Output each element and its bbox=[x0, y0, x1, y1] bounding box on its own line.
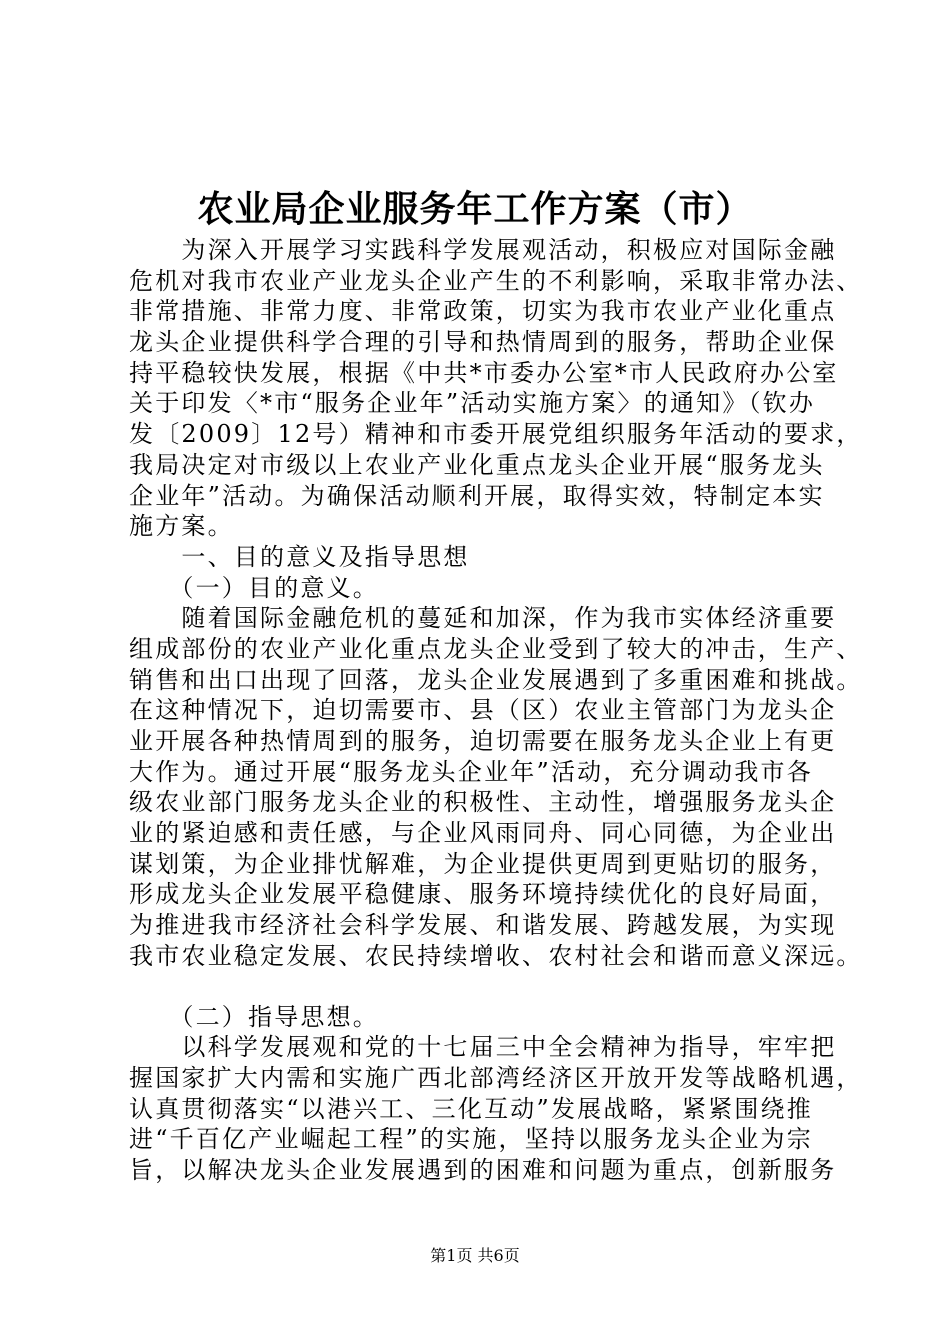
body-line: 持平稳较快发展，根据《中共*市委办公室*市人民政府办公室 bbox=[129, 358, 839, 387]
body-line: 进“千百亿产业崛起工程”的实施，坚持以服务龙头企业为宗 bbox=[129, 1125, 813, 1154]
body-line: 形成龙头企业发展平稳健康、服务环境持续优化的良好局面， bbox=[129, 880, 837, 909]
body-line: 龙头企业提供科学合理的引导和热情周到的服务，帮助企业保 bbox=[129, 328, 837, 357]
body-line: 危机对我市农业产业龙头企业产生的不利影响，采取非常办法、 bbox=[129, 266, 863, 295]
body-line: 销售和出口出现了回落，龙头企业发展遇到了多重困难和挑战。 bbox=[129, 665, 863, 694]
body-line: 关于印发〈*市“服务企业年”活动实施方案〉的通知》（钦办 bbox=[129, 389, 816, 418]
body-line: 大作为。通过开展“服务龙头企业年”活动，充分调动我市各 bbox=[129, 757, 813, 786]
body-line: 为推进我市经济社会科学发展、和谐发展、跨越发展，为实现 bbox=[129, 911, 837, 940]
body-line: 企业年”活动。为确保活动顺利开展，取得实效，特制定本实 bbox=[129, 481, 825, 510]
body-line: 施方案。 bbox=[129, 512, 234, 541]
subsection-heading: （一）目的意义。 bbox=[129, 573, 379, 602]
body-line: 谋划策，为企业排忧解难，为企业提供更周到更贴切的服务， bbox=[129, 849, 837, 878]
page-footer: 第1页 共6页 bbox=[430, 1246, 520, 1265]
body-line: 握国家扩大内需和实施广西北部湾经济区开放开发等战略机遇， bbox=[129, 1063, 863, 1092]
body-line: 非常措施、非常力度、非常政策，切实为我市农业产业化重点 bbox=[129, 297, 837, 326]
body-line: 级农业部门服务龙头企业的积极性、主动性，增强服务龙头企 bbox=[129, 788, 837, 817]
body-line: 发〔2009〕12号）精神和市委开展党组织服务年活动的要求， bbox=[129, 420, 863, 449]
body-line: 认真贯彻落实“以港兴工、三化互动”发展战略，紧紧围绕推 bbox=[129, 1094, 813, 1123]
body-line: 以科学发展观和党的十七届三中全会精神为指导，牢牢把 bbox=[129, 1033, 837, 1062]
body-line: 组成部份的农业产业化重点龙头企业受到了较大的冲击，生产、 bbox=[129, 634, 863, 663]
body-line: 我局决定对市级以上农业产业化重点龙头企业开展“服务龙头 bbox=[129, 450, 825, 479]
body-line: 随着国际金融危机的蔓延和加深，作为我市实体经济重要 bbox=[129, 604, 837, 633]
body-line: 业开展各种热情周到的服务，迫切需要在服务龙头企业上有更 bbox=[129, 727, 837, 755]
subsection-heading: （二）指导思想。 bbox=[129, 1002, 379, 1031]
section-heading: 一、目的意义及指导思想 bbox=[129, 542, 470, 571]
paragraph-gap bbox=[129, 972, 829, 1002]
body-line: 在这种情况下，迫切需要市、县（区）农业主管部门为龙头企 bbox=[129, 696, 837, 725]
body-line: 旨，以解决龙头企业发展遇到的困难和问题为重点，创新服务 bbox=[129, 1155, 837, 1184]
document-title: 农业局企业服务年工作方案（市） bbox=[197, 188, 753, 230]
document-body bbox=[129, 235, 863, 1186]
body-line: 业的紧迫感和责任感，与企业风雨同舟、同心同德，为企业出 bbox=[129, 819, 837, 848]
body-line: 我市农业稳定发展、农民持续增收、农村社会和谐而意义深远。 bbox=[129, 941, 863, 970]
body-line: 为深入开展学习实践科学发展观活动，积极应对国际金融 bbox=[129, 236, 837, 264]
